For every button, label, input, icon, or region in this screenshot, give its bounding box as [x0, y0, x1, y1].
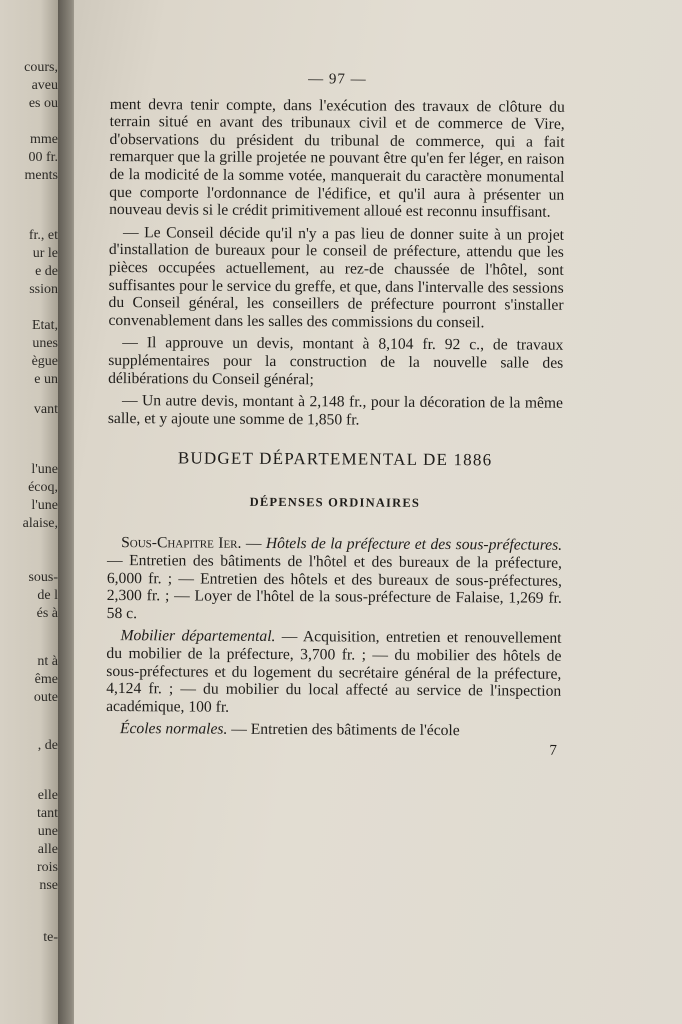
- left-page-fragment: es ou: [28, 96, 58, 111]
- left-page-fragment: de l: [37, 588, 58, 603]
- left-page-fragment: e de: [35, 264, 58, 279]
- book-page: [74, 0, 682, 1024]
- section-title: Hôtels de la préfecture et des sous-préfectures.: [265, 535, 563, 555]
- left-page-fragment: ême: [34, 672, 58, 687]
- left-page-fragment: l'une: [31, 462, 58, 477]
- left-page-fragment: ments: [24, 168, 58, 183]
- left-page-fragment: elle: [37, 788, 58, 803]
- section-mobilier: [106, 627, 562, 718]
- left-page-fragment: te-: [43, 930, 58, 945]
- left-page-fragment: alaise,: [22, 516, 58, 531]
- paragraph-1: ment devra tenir compte, dans l'exécution des travaux de clôture du terrain situé en avant des tribunaux civil et de commerce de Vire, d'observations du président du tribunal de commerce, qui a fait remarquer que la grille projetée ne pouvant être qu'en fer léger, en raison de la modicité de la somme votée, manquerait du caractère monumental que comporte l'ordonnance de l'édifice, et qu'il aura à présenter un nouveau devis si le crédit primitivement alloué est reconnu insuffisant.: [109, 95, 565, 221]
- left-page-fragment: une: [37, 824, 58, 839]
- left-page-fragment: Etat,: [31, 318, 58, 333]
- section-label: Sous-Chapitre Ier.: [121, 534, 242, 553]
- left-page-fragment: ègue: [31, 354, 58, 369]
- expenses-subheading: DÉPENSES ORDINAIRES: [249, 494, 421, 510]
- left-page-fragment: aveu: [31, 78, 58, 93]
- left-page-fragment: sous-: [28, 570, 58, 585]
- paragraph-3: — Il approuve un devis, montant à 8,104 fr. 92 c., de travaux supplémentaires pour la construction de la nouvelle salle des délibérations du Conseil général;: [108, 334, 564, 388]
- left-page-fragment: ur le: [32, 246, 58, 261]
- section-body: — Entretien des bâtiments de l'école: [231, 721, 460, 740]
- left-page-fragment: cours,: [24, 60, 58, 75]
- section-body: — Acquisition, entretien et renouvellement du mobilier de la préfecture, 3,700 fr. ; — du mobilier des hôtels de sous-préfectures et du logement du secrétaire général de la préfecture, 4,124 fr. ; — du mobilier du local affecté au service de l'inspection académique, 100 fr.: [106, 628, 562, 716]
- section-hotels: [107, 534, 563, 625]
- left-page-fragment: l'une: [31, 498, 58, 513]
- left-page-fragment: e un: [34, 372, 58, 387]
- left-page-fragment: és à: [36, 606, 58, 621]
- section-title: Écoles normales.: [119, 720, 228, 739]
- left-page-fragment: vant: [33, 402, 58, 417]
- left-page-fragment: alle: [37, 842, 58, 857]
- left-page-fragment: ssion: [29, 282, 58, 297]
- left-page-fragment: 00 fr.: [28, 150, 58, 165]
- left-page-fragment: , de: [37, 738, 58, 753]
- left-page-fragment: nse: [39, 878, 58, 893]
- left-page-fragment: unes: [32, 336, 58, 351]
- left-page-fragment: mme: [30, 132, 58, 147]
- page-text: [106, 70, 565, 760]
- left-page-fragment: oute: [33, 690, 58, 705]
- left-page-fragment: rois: [37, 860, 58, 875]
- left-page-fragment: tant: [37, 806, 58, 821]
- budget-heading: BUDGET DÉPARTEMENTAL DE 1886: [177, 448, 493, 470]
- section-dash: —: [245, 535, 262, 553]
- paragraph-4: — Un autre devis, montant à 2,148 fr., pour la décoration de la même salle, et y ajoute une somme de 1,850 fr.: [107, 392, 564, 429]
- paragraph-2: — Le Conseil décide qu'il n'y a pas lieu de donner suite à un projet d'installation de bureaux pour le conseil de préfecture, attendu que les pièces occupées actuellement, au rez-de chaussée de l'hôtel, sont suffisantes pour le service du greffe, et que, dans l'intervalle des sessions du Conseil général, les conseillers de préfecture pourront s'installer convenablement dans les salles des commissions du conseil.: [108, 223, 565, 332]
- signature-number: 7: [549, 742, 557, 759]
- left-page-fragment: nt à: [37, 654, 58, 669]
- left-page-fragment: écoq,: [28, 480, 58, 495]
- section-title: Mobilier départemental.: [120, 627, 276, 646]
- page-number: — 97 —: [308, 71, 367, 88]
- section-body: — Entretien des bâtiments de l'hôtel et des bureaux de la préfecture, 6,000 fr. ; — Entretien des hôtels et des bureaux de sous-préfectures, 2,300 fr. ; — Loyer de l'hôtel de la sous-préfecture de Falaise, 1,269 fr. 58 c.: [106, 552, 563, 623]
- section-ecoles: [106, 720, 561, 740]
- left-page-edge: [0, 0, 58, 1024]
- left-page-fragment: fr., et: [28, 228, 58, 243]
